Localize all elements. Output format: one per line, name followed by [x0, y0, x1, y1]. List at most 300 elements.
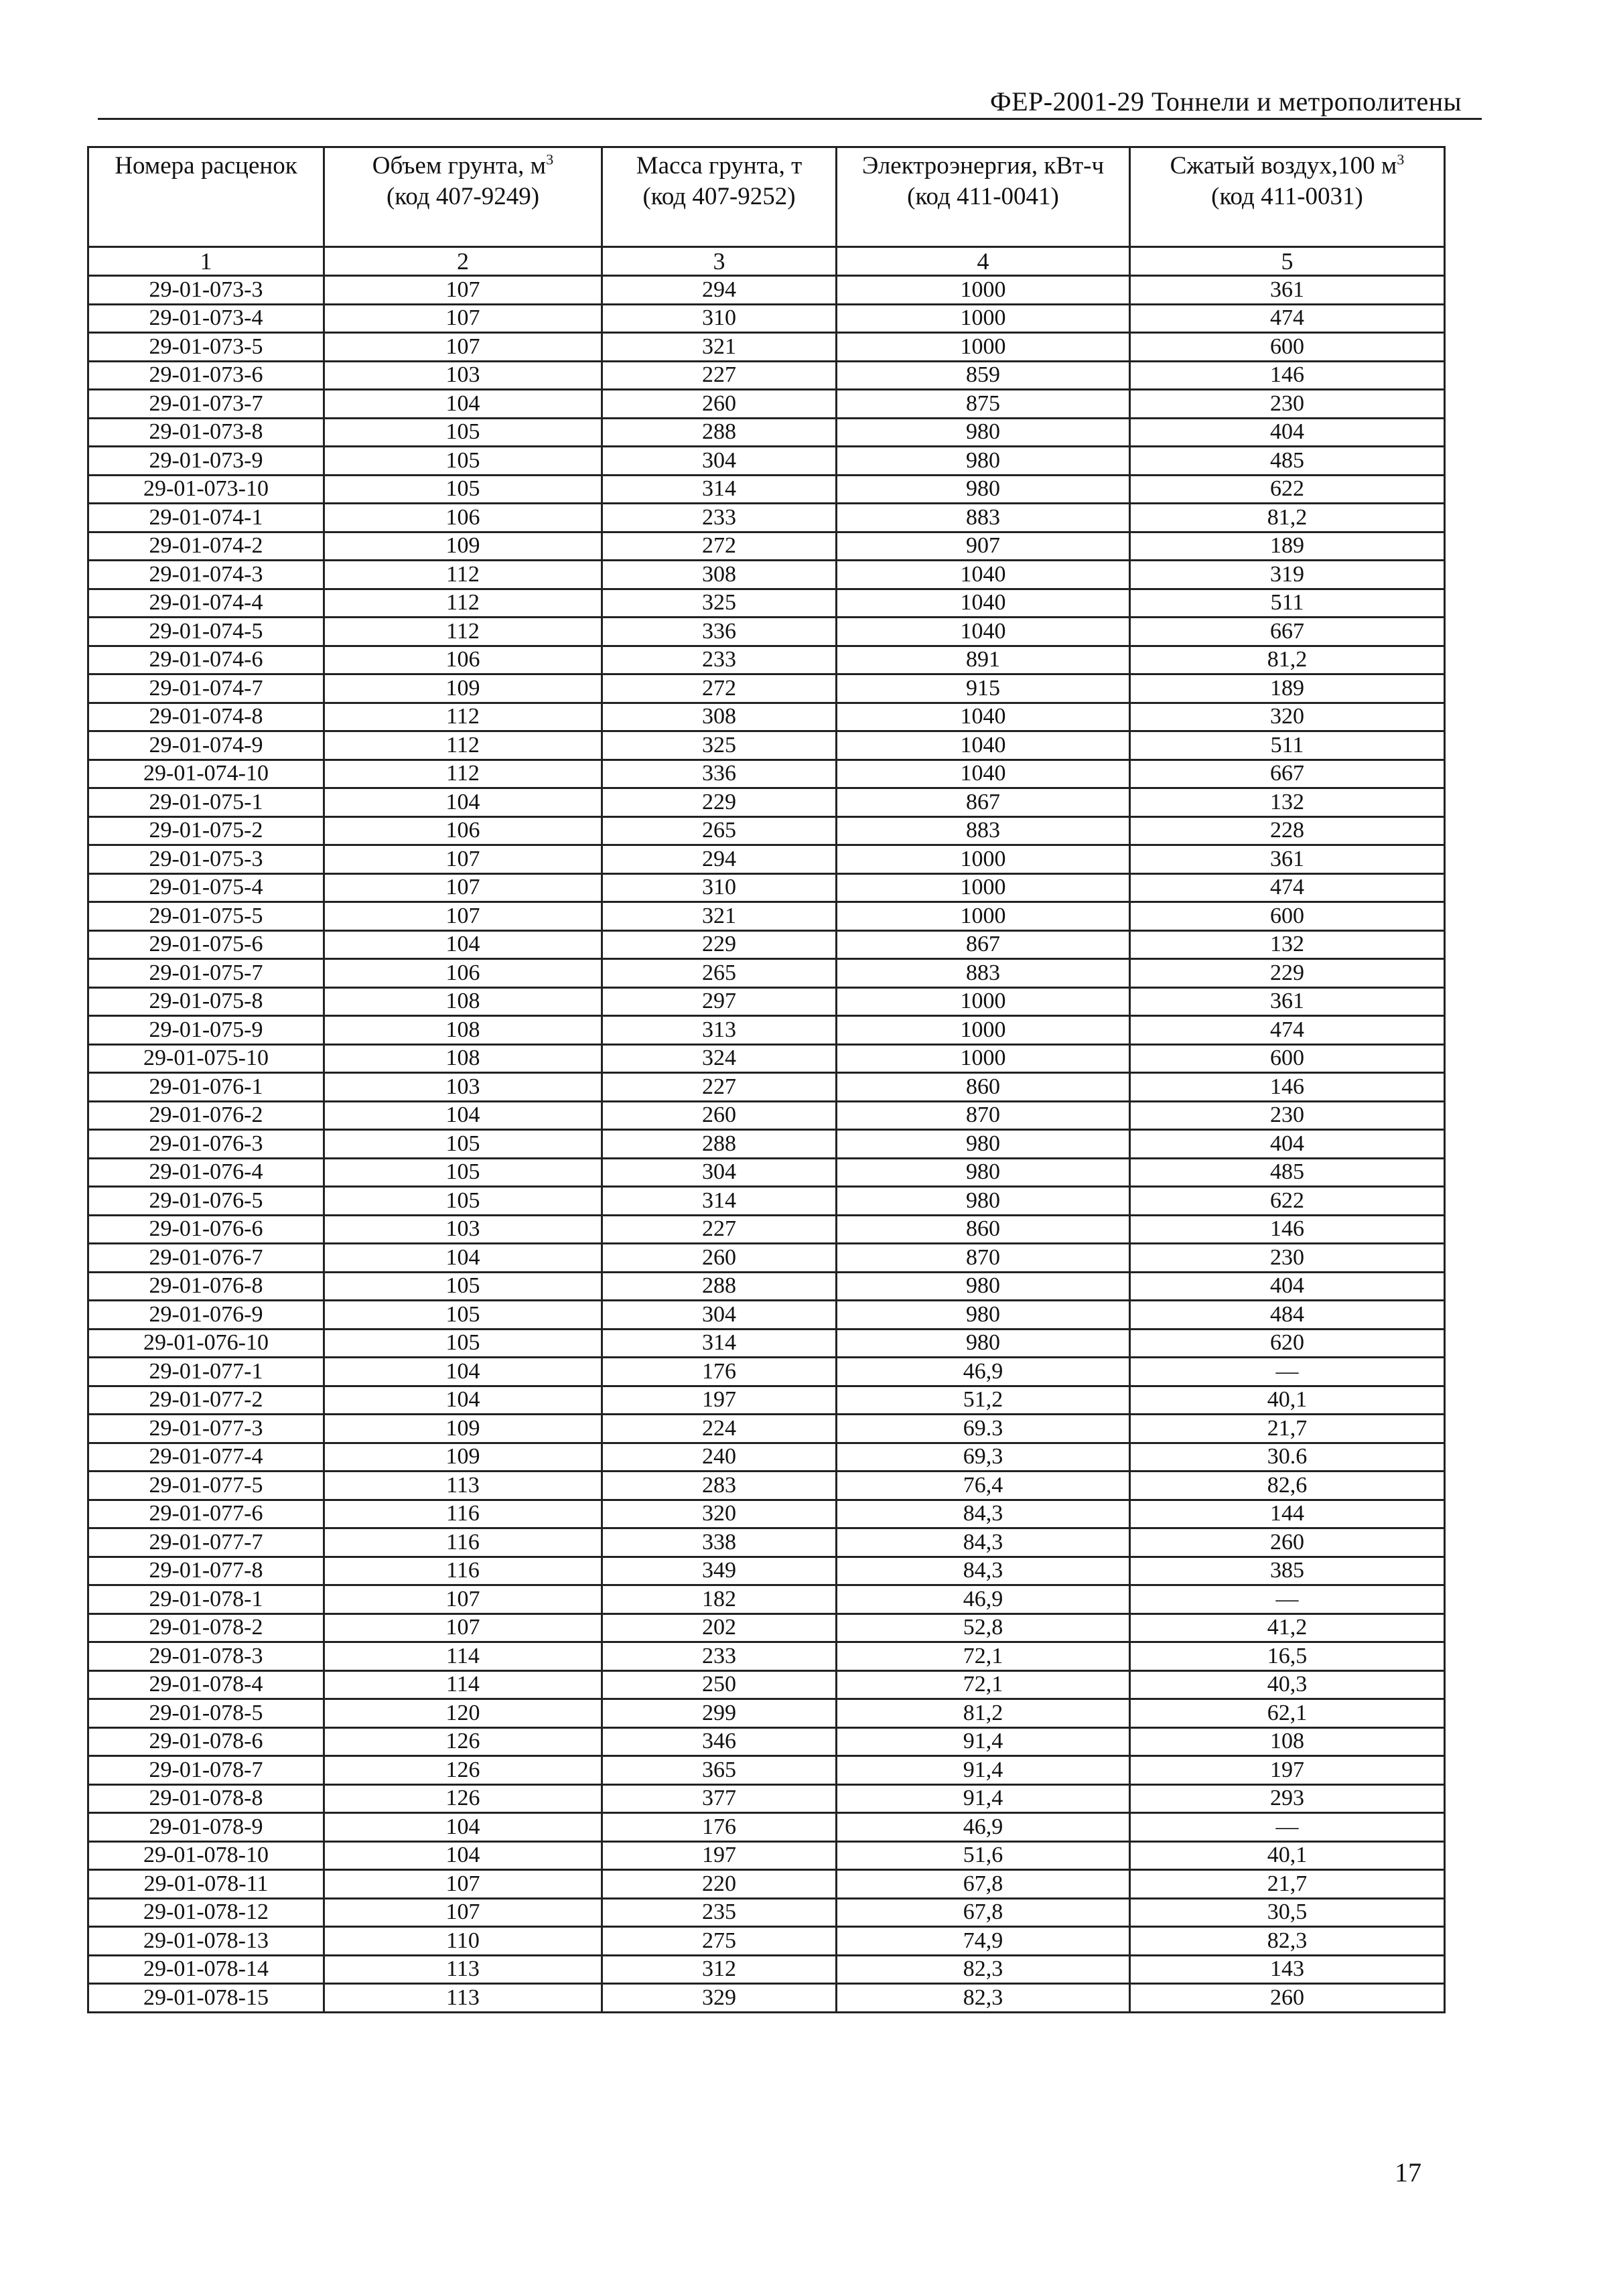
- header-label: Объем грунта, м: [372, 152, 547, 180]
- cell-compressed-air: 667: [1130, 618, 1445, 646]
- cell-rate-number: 29-01-074-6: [88, 646, 324, 674]
- cell-electricity: 980: [837, 1329, 1130, 1358]
- cell-soil-volume: 108: [324, 1044, 602, 1073]
- cell-compressed-air: 667: [1130, 760, 1445, 788]
- cell-rate-number: 29-01-074-10: [88, 760, 324, 788]
- cell-soil-mass: 325: [602, 731, 837, 760]
- table-row: [88, 1528, 1445, 1557]
- table-row: [88, 1158, 1445, 1187]
- cell-soil-volume: 114: [324, 1670, 602, 1699]
- cell-rate-number: 29-01-076-8: [88, 1272, 324, 1301]
- cell-compressed-air: 474: [1130, 1016, 1445, 1045]
- table-row: [88, 475, 1445, 504]
- cell-soil-mass: 260: [602, 1244, 837, 1273]
- cell-compressed-air: 16,5: [1130, 1642, 1445, 1671]
- table-row: [88, 361, 1445, 390]
- cell-compressed-air: 260: [1130, 1984, 1445, 2013]
- cell-soil-volume: 112: [324, 731, 602, 760]
- cell-rate-number: 29-01-076-1: [88, 1073, 324, 1102]
- cell-rate-number: 29-01-075-10: [88, 1044, 324, 1073]
- cell-electricity: 51,2: [837, 1386, 1130, 1415]
- column-number: 5: [1130, 247, 1445, 276]
- cell-electricity: 46,9: [837, 1585, 1130, 1614]
- cell-soil-mass: 313: [602, 1016, 837, 1045]
- cell-compressed-air: 81,2: [1130, 504, 1445, 532]
- cell-soil-mass: 304: [602, 447, 837, 476]
- cell-rate-number: 29-01-076-4: [88, 1158, 324, 1187]
- cell-compressed-air: 600: [1130, 1044, 1445, 1073]
- cell-soil-mass: 349: [602, 1557, 837, 1585]
- cell-electricity: 67,8: [837, 1898, 1130, 1927]
- cell-electricity: 72,1: [837, 1670, 1130, 1699]
- cell-electricity: 860: [837, 1073, 1130, 1102]
- table-row: [88, 987, 1445, 1016]
- cell-soil-volume: 105: [324, 1301, 602, 1330]
- cell-soil-volume: 107: [324, 873, 602, 902]
- cell-soil-mass: 304: [602, 1158, 837, 1187]
- cell-soil-volume: 113: [324, 1984, 602, 2013]
- cell-soil-mass: 321: [602, 333, 837, 362]
- table-row: [88, 959, 1445, 988]
- cell-compressed-air: 229: [1130, 959, 1445, 988]
- cell-electricity: 1000: [837, 333, 1130, 362]
- cell-electricity: 980: [837, 1187, 1130, 1216]
- cell-soil-mass: 260: [602, 1101, 837, 1130]
- cell-electricity: 1000: [837, 304, 1130, 333]
- cell-soil-volume: 104: [324, 1841, 602, 1870]
- table-row: [88, 731, 1445, 760]
- cell-rate-number: 29-01-078-5: [88, 1699, 324, 1728]
- header-code: (код 407-9252): [642, 183, 796, 210]
- table-row: [88, 845, 1445, 874]
- cell-rate-number: 29-01-075-2: [88, 816, 324, 845]
- table-row: [88, 873, 1445, 902]
- table-row: [88, 561, 1445, 589]
- header-soil-volume: [324, 147, 602, 247]
- cell-electricity: 1040: [837, 731, 1130, 760]
- cell-electricity: 875: [837, 390, 1130, 419]
- cell-soil-volume: 126: [324, 1756, 602, 1785]
- cell-soil-mass: 272: [602, 532, 837, 561]
- column-number: 2: [324, 247, 602, 276]
- cell-compressed-air: 144: [1130, 1500, 1445, 1528]
- cell-electricity: 980: [837, 475, 1130, 504]
- table-row: [88, 1101, 1445, 1130]
- cell-soil-mass: 308: [602, 561, 837, 589]
- cell-soil-volume: 103: [324, 361, 602, 390]
- cell-compressed-air: 320: [1130, 703, 1445, 731]
- cell-rate-number: 29-01-075-6: [88, 930, 324, 959]
- table-row: [88, 1841, 1445, 1870]
- table-row: [88, 1130, 1445, 1159]
- cell-soil-mass: 176: [602, 1813, 837, 1842]
- cell-soil-mass: 283: [602, 1472, 837, 1500]
- cell-rate-number: 29-01-074-3: [88, 561, 324, 589]
- cell-electricity: 46,9: [837, 1358, 1130, 1386]
- cell-soil-mass: 336: [602, 760, 837, 788]
- cell-electricity: 72,1: [837, 1642, 1130, 1671]
- header-label: Сжатый воздух,100 м: [1170, 152, 1397, 180]
- cell-electricity: 91,4: [837, 1784, 1130, 1813]
- table-row: [88, 447, 1445, 476]
- cell-soil-mass: 321: [602, 902, 837, 931]
- cell-compressed-air: 30.6: [1130, 1443, 1445, 1472]
- cell-rate-number: 29-01-074-1: [88, 504, 324, 532]
- table-row: [88, 1016, 1445, 1045]
- cell-compressed-air: —: [1130, 1813, 1445, 1842]
- table-row: [88, 930, 1445, 959]
- cell-rate-number: 29-01-078-2: [88, 1613, 324, 1642]
- cell-soil-mass: 325: [602, 589, 837, 618]
- cell-rate-number: 29-01-078-3: [88, 1642, 324, 1671]
- table-row: [88, 1670, 1445, 1699]
- cell-soil-volume: 104: [324, 930, 602, 959]
- cell-compressed-air: 228: [1130, 816, 1445, 845]
- cell-soil-mass: 310: [602, 304, 837, 333]
- table-row: [88, 276, 1445, 305]
- cell-rate-number: 29-01-077-2: [88, 1386, 324, 1415]
- cell-compressed-air: 132: [1130, 930, 1445, 959]
- cell-electricity: 82,3: [837, 1984, 1130, 2013]
- table-row: [88, 589, 1445, 618]
- cell-compressed-air: 230: [1130, 390, 1445, 419]
- cell-electricity: 867: [837, 930, 1130, 959]
- cell-rate-number: 29-01-076-9: [88, 1301, 324, 1330]
- cell-soil-volume: 104: [324, 390, 602, 419]
- cell-soil-volume: 112: [324, 703, 602, 731]
- cell-rate-number: 29-01-074-7: [88, 674, 324, 703]
- cell-soil-volume: 105: [324, 447, 602, 476]
- table-row: [88, 532, 1445, 561]
- cell-compressed-air: 40,3: [1130, 1670, 1445, 1699]
- cell-soil-volume: 112: [324, 589, 602, 618]
- cell-soil-volume: 113: [324, 1472, 602, 1500]
- cell-electricity: 860: [837, 1215, 1130, 1244]
- cell-electricity: 1040: [837, 703, 1130, 731]
- cell-soil-volume: 106: [324, 959, 602, 988]
- cell-rate-number: 29-01-076-5: [88, 1187, 324, 1216]
- cell-soil-mass: 224: [602, 1415, 837, 1443]
- cell-rate-number: 29-01-073-9: [88, 447, 324, 476]
- cell-soil-mass: 294: [602, 276, 837, 305]
- table-row: [88, 1472, 1445, 1500]
- cell-electricity: 81,2: [837, 1699, 1130, 1728]
- page-number: 17: [1395, 2157, 1421, 2187]
- cell-rate-number: 29-01-076-7: [88, 1244, 324, 1273]
- table-row: [88, 618, 1445, 646]
- cell-electricity: 1000: [837, 987, 1130, 1016]
- cell-electricity: 1000: [837, 1044, 1130, 1073]
- cell-soil-volume: 107: [324, 902, 602, 931]
- table-row: [88, 1927, 1445, 1956]
- cell-soil-volume: 104: [324, 1813, 602, 1842]
- cell-soil-mass: 299: [602, 1699, 837, 1728]
- cell-soil-mass: 227: [602, 361, 837, 390]
- cell-soil-mass: 272: [602, 674, 837, 703]
- cell-compressed-air: 622: [1130, 475, 1445, 504]
- cell-soil-mass: 320: [602, 1500, 837, 1528]
- cell-compressed-air: 82,6: [1130, 1472, 1445, 1500]
- cell-rate-number: 29-01-075-9: [88, 1016, 324, 1045]
- cell-compressed-air: 361: [1130, 276, 1445, 305]
- header-label: Электроэнергия, кВт-ч: [861, 152, 1105, 180]
- cell-rate-number: 29-01-078-13: [88, 1927, 324, 1956]
- cell-soil-volume: 109: [324, 1443, 602, 1472]
- table-row: [88, 1984, 1445, 2013]
- table-row: [88, 1784, 1445, 1813]
- cell-rate-number: 29-01-073-10: [88, 475, 324, 504]
- cell-rate-number: 29-01-078-4: [88, 1670, 324, 1699]
- cell-rate-number: 29-01-073-5: [88, 333, 324, 362]
- resource-rates-table: [87, 146, 1446, 2013]
- table-row: [88, 1415, 1445, 1443]
- cell-rate-number: 29-01-077-6: [88, 1500, 324, 1528]
- table-row: [88, 1272, 1445, 1301]
- cell-rate-number: 29-01-077-8: [88, 1557, 324, 1585]
- cell-electricity: 870: [837, 1244, 1130, 1273]
- cell-rate-number: 29-01-073-8: [88, 418, 324, 447]
- cell-soil-volume: 107: [324, 333, 602, 362]
- cell-rate-number: 29-01-077-1: [88, 1358, 324, 1386]
- cell-soil-volume: 126: [324, 1784, 602, 1813]
- table-row: [88, 902, 1445, 931]
- cell-soil-volume: 105: [324, 1272, 602, 1301]
- cell-soil-mass: 288: [602, 1130, 837, 1159]
- table-row: [88, 1500, 1445, 1528]
- cell-compressed-air: 260: [1130, 1528, 1445, 1557]
- cell-rate-number: 29-01-078-8: [88, 1784, 324, 1813]
- cell-rate-number: 29-01-077-5: [88, 1472, 324, 1500]
- cell-rate-number: 29-01-077-3: [88, 1415, 324, 1443]
- cell-soil-volume: 116: [324, 1528, 602, 1557]
- cell-compressed-air: 511: [1130, 731, 1445, 760]
- cell-soil-volume: 120: [324, 1699, 602, 1728]
- cell-soil-mass: 235: [602, 1898, 837, 1927]
- cell-electricity: 74,9: [837, 1927, 1130, 1956]
- cell-compressed-air: 485: [1130, 1158, 1445, 1187]
- cell-electricity: 1040: [837, 589, 1130, 618]
- table-row: [88, 1244, 1445, 1273]
- table-row: [88, 1756, 1445, 1785]
- cell-compressed-air: 146: [1130, 1215, 1445, 1244]
- cell-soil-mass: 182: [602, 1585, 837, 1614]
- cell-soil-mass: 275: [602, 1927, 837, 1956]
- cell-soil-mass: 240: [602, 1443, 837, 1472]
- cell-soil-mass: 233: [602, 1642, 837, 1671]
- cell-soil-volume: 105: [324, 1130, 602, 1159]
- cell-compressed-air: 293: [1130, 1784, 1445, 1813]
- cell-compressed-air: 511: [1130, 589, 1445, 618]
- cell-rate-number: 29-01-075-8: [88, 987, 324, 1016]
- header-label: Масса грунта, т: [636, 152, 802, 180]
- cell-soil-volume: 109: [324, 532, 602, 561]
- header-rate-numbers: [88, 147, 324, 247]
- cell-soil-mass: 250: [602, 1670, 837, 1699]
- cell-soil-volume: 106: [324, 816, 602, 845]
- cell-rate-number: 29-01-074-2: [88, 532, 324, 561]
- header-superscript: 3: [546, 151, 554, 168]
- cell-rate-number: 29-01-075-5: [88, 902, 324, 931]
- cell-compressed-air: 30,5: [1130, 1898, 1445, 1927]
- cell-soil-volume: 116: [324, 1557, 602, 1585]
- cell-compressed-air: 189: [1130, 532, 1445, 561]
- cell-electricity: 883: [837, 959, 1130, 988]
- cell-rate-number: 29-01-077-7: [88, 1528, 324, 1557]
- header-code: (код 411-0041): [907, 183, 1059, 210]
- cell-soil-volume: 107: [324, 1585, 602, 1614]
- cell-electricity: 1000: [837, 276, 1130, 305]
- table-row: [88, 504, 1445, 532]
- cell-compressed-air: 21,7: [1130, 1415, 1445, 1443]
- cell-soil-volume: 104: [324, 1358, 602, 1386]
- cell-soil-volume: 105: [324, 1187, 602, 1216]
- cell-rate-number: 29-01-074-8: [88, 703, 324, 731]
- cell-electricity: 980: [837, 1130, 1130, 1159]
- table-row: [88, 1813, 1445, 1842]
- cell-compressed-air: 40,1: [1130, 1386, 1445, 1415]
- table-row: [88, 418, 1445, 447]
- cell-electricity: 915: [837, 674, 1130, 703]
- cell-rate-number: 29-01-078-9: [88, 1813, 324, 1842]
- cell-electricity: 82,3: [837, 1955, 1130, 1984]
- table-row: [88, 1699, 1445, 1728]
- cell-soil-volume: 105: [324, 1329, 602, 1358]
- cell-electricity: 69,3: [837, 1443, 1130, 1472]
- cell-soil-volume: 126: [324, 1727, 602, 1756]
- cell-soil-volume: 114: [324, 1642, 602, 1671]
- cell-soil-mass: 310: [602, 873, 837, 902]
- table-row: [88, 1329, 1445, 1358]
- cell-compressed-air: 385: [1130, 1557, 1445, 1585]
- header-code: (код 407-9249): [386, 183, 540, 210]
- cell-electricity: 891: [837, 646, 1130, 674]
- cell-soil-mass: 336: [602, 618, 837, 646]
- cell-soil-volume: 110: [324, 1927, 602, 1956]
- cell-soil-volume: 104: [324, 1386, 602, 1415]
- cell-electricity: 1000: [837, 1016, 1130, 1045]
- cell-soil-mass: 197: [602, 1841, 837, 1870]
- cell-rate-number: 29-01-078-12: [88, 1898, 324, 1927]
- cell-compressed-air: 143: [1130, 1955, 1445, 1984]
- cell-soil-mass: 294: [602, 845, 837, 874]
- header-rule: [98, 118, 1482, 120]
- table-row: [88, 304, 1445, 333]
- cell-soil-volume: 107: [324, 304, 602, 333]
- table-row: [88, 788, 1445, 817]
- cell-soil-volume: 105: [324, 418, 602, 447]
- cell-electricity: 46,9: [837, 1813, 1130, 1842]
- cell-soil-volume: 107: [324, 1613, 602, 1642]
- cell-rate-number: 29-01-078-11: [88, 1870, 324, 1899]
- cell-soil-volume: 105: [324, 475, 602, 504]
- cell-rate-number: 29-01-073-6: [88, 361, 324, 390]
- cell-soil-volume: 104: [324, 788, 602, 817]
- table-row: [88, 1187, 1445, 1216]
- table-row: [88, 333, 1445, 362]
- column-number: 4: [837, 247, 1130, 276]
- cell-electricity: 69.3: [837, 1415, 1130, 1443]
- table-row: [88, 703, 1445, 731]
- cell-electricity: 1040: [837, 618, 1130, 646]
- cell-rate-number: 29-01-077-4: [88, 1443, 324, 1472]
- cell-rate-number: 29-01-075-7: [88, 959, 324, 988]
- cell-soil-volume: 103: [324, 1073, 602, 1102]
- cell-electricity: 84,3: [837, 1528, 1130, 1557]
- cell-rate-number: 29-01-078-10: [88, 1841, 324, 1870]
- cell-electricity: 867: [837, 788, 1130, 817]
- cell-rate-number: 29-01-073-4: [88, 304, 324, 333]
- table-row: [88, 760, 1445, 788]
- cell-soil-mass: 324: [602, 1044, 837, 1073]
- cell-compressed-air: 197: [1130, 1756, 1445, 1785]
- cell-electricity: 980: [837, 1158, 1130, 1187]
- cell-electricity: 980: [837, 447, 1130, 476]
- cell-rate-number: 29-01-078-15: [88, 1984, 324, 2013]
- table-row: [88, 1386, 1445, 1415]
- cell-electricity: 859: [837, 361, 1130, 390]
- cell-electricity: 1040: [837, 561, 1130, 589]
- cell-soil-volume: 107: [324, 1898, 602, 1927]
- cell-soil-mass: 365: [602, 1756, 837, 1785]
- table-row: [88, 1073, 1445, 1102]
- cell-rate-number: 29-01-076-10: [88, 1329, 324, 1358]
- cell-soil-volume: 103: [324, 1215, 602, 1244]
- cell-compressed-air: 361: [1130, 987, 1445, 1016]
- cell-electricity: 1000: [837, 902, 1130, 931]
- cell-compressed-air: 600: [1130, 902, 1445, 931]
- cell-compressed-air: 230: [1130, 1244, 1445, 1273]
- cell-electricity: 91,4: [837, 1756, 1130, 1785]
- cell-rate-number: 29-01-076-6: [88, 1215, 324, 1244]
- cell-rate-number: 29-01-075-4: [88, 873, 324, 902]
- cell-electricity: 883: [837, 504, 1130, 532]
- cell-soil-volume: 112: [324, 561, 602, 589]
- document-header-title: ФЕР-2001-29 Тоннели и метрополитены: [990, 86, 1462, 117]
- table-row: [88, 1898, 1445, 1927]
- cell-soil-mass: 233: [602, 646, 837, 674]
- header-code: (код 411-0031): [1211, 183, 1363, 210]
- cell-electricity: 1000: [837, 873, 1130, 902]
- cell-electricity: 1000: [837, 845, 1130, 874]
- cell-rate-number: 29-01-074-4: [88, 589, 324, 618]
- cell-soil-mass: 260: [602, 390, 837, 419]
- cell-compressed-air: 82,3: [1130, 1927, 1445, 1956]
- cell-compressed-air: 485: [1130, 447, 1445, 476]
- cell-rate-number: 29-01-078-14: [88, 1955, 324, 1984]
- cell-soil-mass: 265: [602, 816, 837, 845]
- cell-rate-number: 29-01-075-1: [88, 788, 324, 817]
- cell-compressed-air: 21,7: [1130, 1870, 1445, 1899]
- cell-soil-mass: 227: [602, 1073, 837, 1102]
- cell-soil-mass: 197: [602, 1386, 837, 1415]
- cell-soil-mass: 304: [602, 1301, 837, 1330]
- table-row: [88, 1727, 1445, 1756]
- cell-soil-mass: 314: [602, 1187, 837, 1216]
- cell-rate-number: 29-01-073-7: [88, 390, 324, 419]
- cell-soil-volume: 105: [324, 1158, 602, 1187]
- table-row: [88, 674, 1445, 703]
- cell-compressed-air: 40,1: [1130, 1841, 1445, 1870]
- cell-soil-mass: 288: [602, 1272, 837, 1301]
- cell-compressed-air: 484: [1130, 1301, 1445, 1330]
- cell-soil-mass: 265: [602, 959, 837, 988]
- cell-soil-volume: 107: [324, 276, 602, 305]
- cell-soil-mass: 229: [602, 788, 837, 817]
- cell-soil-volume: 116: [324, 1500, 602, 1528]
- table-row: [88, 1585, 1445, 1614]
- table-header-row: [88, 147, 1445, 247]
- cell-compressed-air: 404: [1130, 1272, 1445, 1301]
